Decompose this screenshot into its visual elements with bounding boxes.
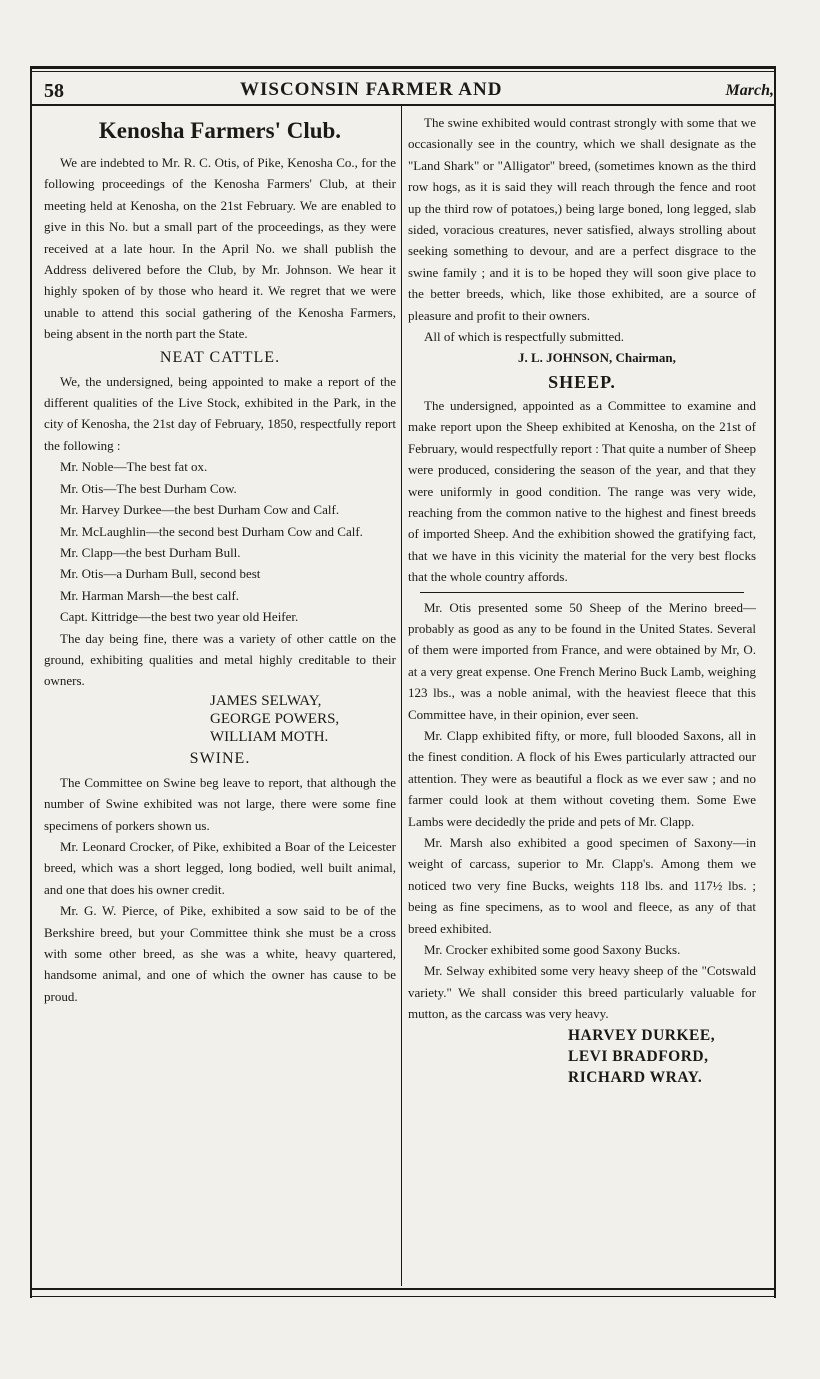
sheep-heading: SHEEP. xyxy=(548,371,616,392)
swine-submitted: All of which is respectfully submitted. xyxy=(424,329,625,345)
top-rule-thin xyxy=(30,71,776,72)
cattle-signers xyxy=(210,692,396,746)
sheep-paragraph: Mr. Selway exhibited some very heavy sheep of the "Cotswald variety." We shall consider this breed particularly valuable for mutton, as the carcass was very heavy. xyxy=(408,963,756,1022)
award-item: Mr. Otis—a Durham Bull, second best xyxy=(60,566,261,582)
signer: RICHARD WRAY. xyxy=(568,1068,703,1086)
page-number: 58 xyxy=(44,80,64,102)
sheep-paragraph: Mr. Otis presented some 50 Sheep of the Merino breed—probably as good as any to be found in the United States. Several of them were imported from France, and were obtained by Mr, O. at a very great expense. One French Merino Buck Lamb, weighing 123 lbs., was a noble animal, with the heaviest fleece that this Committee have, in their opinion, ever seen. xyxy=(408,599,756,722)
swine-signer: J. L. JOHNSON, Chairman, xyxy=(518,350,676,366)
article-title: Kenosha Farmers' Club. xyxy=(98,118,342,143)
paragraph-divider xyxy=(420,592,744,593)
swine-paragraph: The swine exhibited would contrast strongly with some that we occasionally see in the country, which we shall designate as the "Land Shark" or "Alligator" breed, (sometimes known as the third row hogs, as it is said they will reach through the fence and root up the third row of potatoes,) being large boned, long legged, slab sided, voracious creatures, never satisfied, always strolling about seeking something to devour, and are a perfect disgrace to the swine family ; and it is to be hoped they will soon give place to the better breeds, which, like those exhibited, are a source of pleasure and profit to their owners. xyxy=(408,115,756,323)
award-item: Capt. Kittridge—the best two year old Heifer. xyxy=(60,609,299,625)
cattle-heading: NEAT CATTLE. xyxy=(159,348,281,366)
right-column xyxy=(408,112,756,1088)
award-item: Mr. Clapp—the best Durham Bull. xyxy=(60,544,241,560)
left-column xyxy=(44,112,396,1007)
bottom-rule xyxy=(30,1288,776,1290)
column-divider xyxy=(401,106,402,1286)
swine-paragraph: The Committee on Swine beg leave to report, that although the number of Swine exhibited was not large, there were some fine specimens of porkers shown us. xyxy=(44,774,396,833)
award-item: Mr. Harman Marsh—the best calf. xyxy=(60,587,240,603)
signer: WILLIAM MOTH. xyxy=(210,728,329,745)
header-underline xyxy=(30,104,776,106)
signer: HARVEY DURKEE, xyxy=(568,1026,716,1044)
sheep-paragraph: Mr. Crocker exhibited some good Saxony Bucks. xyxy=(424,942,681,958)
signer: JAMES SELWAY, xyxy=(210,692,322,709)
intro-paragraph: We are indebted to Mr. R. C. Otis, of Pike, Kenosha Co., for the following proceedings of the Kenosha Farmers' Club, at their meeting held at Kenosha, on the 21st February. We are enabled to give in this No. but a small part of the proceedings, as they were received at a late hour. In the April No. we shall publish the Address delivered before the Club, by Mr. Johnson. We hear it highly spoken of by those who heard it. We regret that we were unable to attend this social gathering of the Kenosha Farmers, being absent in the north part the State. xyxy=(44,155,396,342)
cattle-closing: The day being fine, there was a variety of other cattle on the ground, exhibiting qualities and metal highly creditable to their owners. xyxy=(44,630,396,689)
sheep-paragraph: Mr. Marsh also exhibited a good specimen of Saxony—in weight of carcass, superior to Mr. Clapp's. Among them we noticed two very fine Bucks, weights 118 lbs. and 117½ lbs. ; being as fine specimens, as to wool and fleece, as any of that breed exhibited. xyxy=(408,835,756,936)
award-item: Mr. Harvey Durkee—the best Durham Cow and Calf. xyxy=(60,502,340,518)
award-item: Mr. Otis—The best Durham Cow. xyxy=(60,480,237,496)
sheep-paragraph: The undersigned, appointed as a Committee to examine and make report upon the Sheep exhibited at Kenosha, on the 21st of February, would respectfully report : That quite a number of Sheep were produced, considering the season of the year, and that they were uniformly in good condition. The range was very wide, reaching from the common native to the highest and finest breeds of imported Sheep. And the exhibition showed the gratifying fact, that we have in this vicinity the material for the very best flocks that the whole country affords. xyxy=(408,397,757,585)
signer: GEORGE POWERS, xyxy=(210,710,340,727)
award-item: Mr. Noble—The best fat ox. xyxy=(60,459,208,475)
sheep-paragraph: Mr. Clapp exhibited fifty, or more, full blooded Saxons, all in the finest condition. A flock of his Ewes particularly attracted our attention. They were as beautiful a flock as we ever saw ; and no farmer could look at them without coveting them. Some Ewe Lambs were decidedly the pride and pets of Mr. Clapp. xyxy=(408,727,756,829)
swine-heading: SWINE. xyxy=(189,749,251,767)
swine-paragraph: Mr. G. W. Pierce, of Pike, exhibited a sow said to be of the Berkshire breed, but your Committee think she must be a cross with some other breed, as she was a white, heavy quartered, handsome animal, and one of which the owner has cause to be proud. xyxy=(44,903,396,1004)
right-border xyxy=(774,66,776,1298)
left-border xyxy=(30,66,32,1298)
top-rule-thick xyxy=(30,66,776,69)
masthead-title: WISCONSIN FARMER AND xyxy=(240,79,503,100)
swine-paragraph: Mr. Leonard Crocker, of Pike, exhibited a Boar of the Leicester breed, which was a short legged, long bodied, well built animal, and one that does his owner credit. xyxy=(44,838,396,897)
bottom-rule-outer xyxy=(30,1296,776,1297)
award-item: Mr. McLaughlin—the second best Durham Cow and Calf. xyxy=(60,523,363,539)
cattle-intro: We, the undersigned, being appointed to make a report of the different qualities of the Live Stock, exhibited in the Park, in the city of Kenosha, the 21st day of February, 1850, respectfully report the following : xyxy=(44,373,396,453)
issue-month: March, xyxy=(725,82,774,99)
signer: LEVI BRADFORD, xyxy=(568,1047,709,1065)
